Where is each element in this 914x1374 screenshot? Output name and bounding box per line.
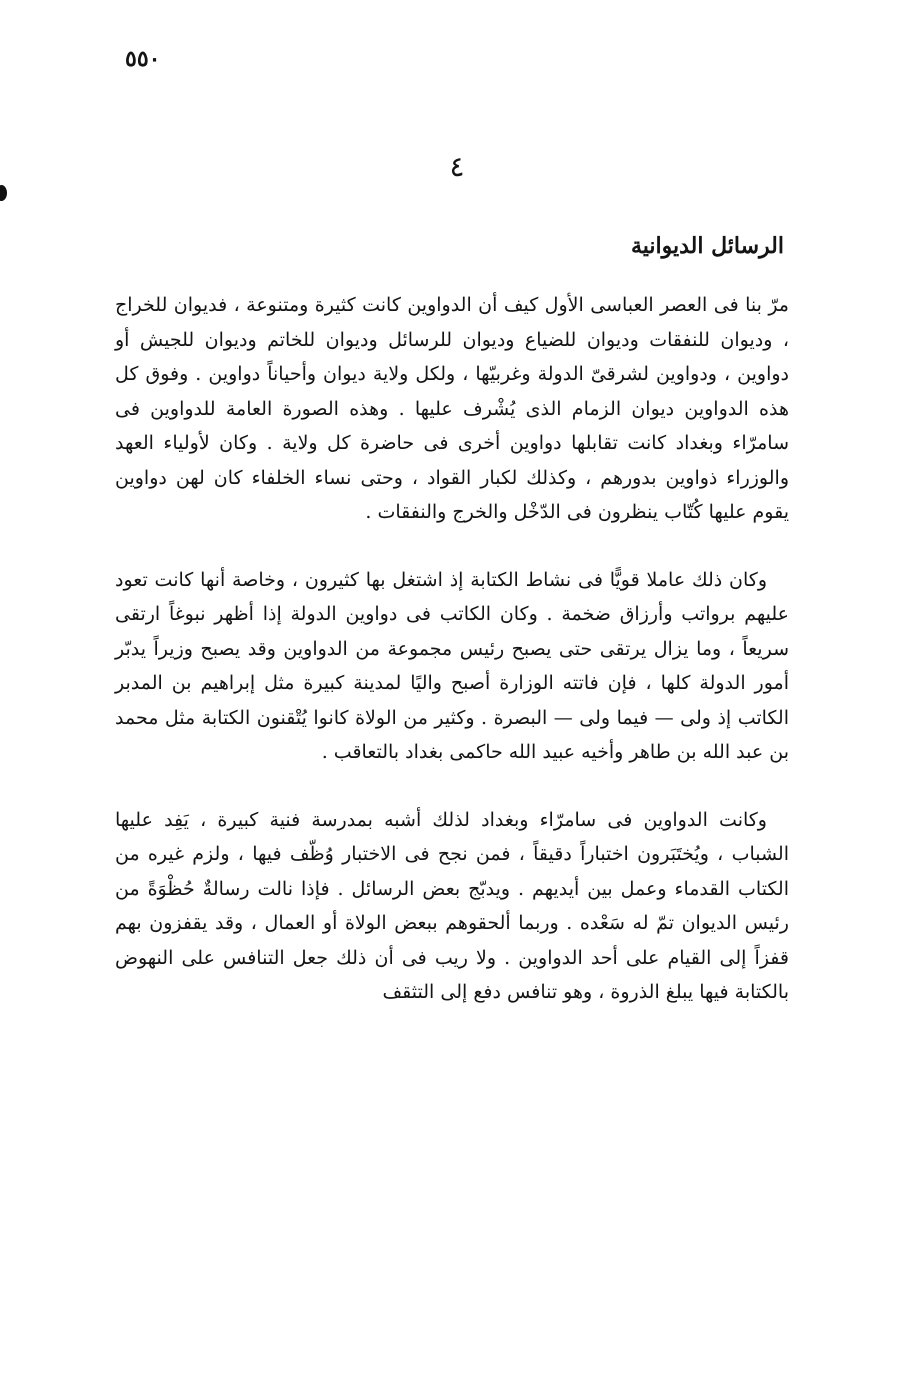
page-number: ٥٥٠ bbox=[125, 46, 161, 72]
section-title: الرسائل الديوانية bbox=[630, 233, 784, 259]
paragraph: وكانت الدواوين فى سامرّاء وبغداد لذلك أشبه بمدرسة فنية كبيرة ، يَفِد عليها الشباب ، ويُختَبَرون اختباراً دقيقاً ، فمن نجح فى الاختبار وُظّف فيها ، ولزم غيره من الكتاب القدماء وعمل بين أيديهم . ويدبّج بعض الرسائل . فإذا نالت رسالةٌ حُظْوَةً من رئيس الديوان تمّ له سَعْده . وربما ألحقوهم ببعض الولاة أو العمال ، وقد يقفزون بهم قفزاً إلى القيام على أحد الدواوين . ولا ريب فى أن ذلك جعل التنافس على النهوض بالكتابة فيها يبلغ الذروة ، وهو تنافس دفع إلى التثقف bbox=[115, 808, 789, 1003]
paragraph: وكان ذلك عاملا قويًّا فى نشاط الكتابة إذ اشتغل بها كثيرون ، وخاصة أنها كانت تعود عليهم برواتب وأرزاق ضخمة . وكان الكاتب فى دواوين الدولة إذا أظهر نبوغاً ارتقى سريعاً ، وما يزال يرتقى حتى يصبح رئيس مجموعة من الدواوين وقد يصبح وزيراً يدبّر أمور الدولة كلها ، فإن فاتته الوزارة أصبح واليًا لمدينة كبيرة مثل إبراهيم بن المدبر الكاتب إذ ولى — فيما ولى — البصرة . وكثير من الولاة كانوا يُتْقنون الكتابة مثل محمد بن عبد الله بن طاهر وأخيه عبيد الله حاكمى بغداد بالتعاقب . bbox=[115, 568, 789, 763]
body-text bbox=[115, 288, 789, 1010]
margin-ink-mark bbox=[0, 185, 7, 201]
paragraph: مرّ بنا فى العصر العباسى الأول كيف أن الدواوين كانت كثيرة ومتنوعة ، فديوان للخراج ، وديوان للنفقات وديوان للضياع وديوان للرسائل وديوان للخاتم وديوان للجيش أو دواوين ، ودواوين لشرقىّ الدولة وغربيّها ، ولكل ولاية ديوان وأحياناً دواوين . وفوق كل هذه الدواوين ديوان الزمام الذى يُشْرف عليها . وهذه الصورة العامة للدواوين فى سامرّاء وبغداد كانت تقابلها دواوين أخرى فى حاضرة كل ولاية . وكان لأولياء العهد والوزراء ذواوين بدورهم ، وكذلك لكبار القواد ، وحتى نساء الخلفاء كان لهن دواوين يقوم عليها كُتّاب ينظرون فى الدّخْل والخرج والنفقات . bbox=[115, 294, 789, 523]
chapter-number: ٤ bbox=[449, 150, 465, 183]
